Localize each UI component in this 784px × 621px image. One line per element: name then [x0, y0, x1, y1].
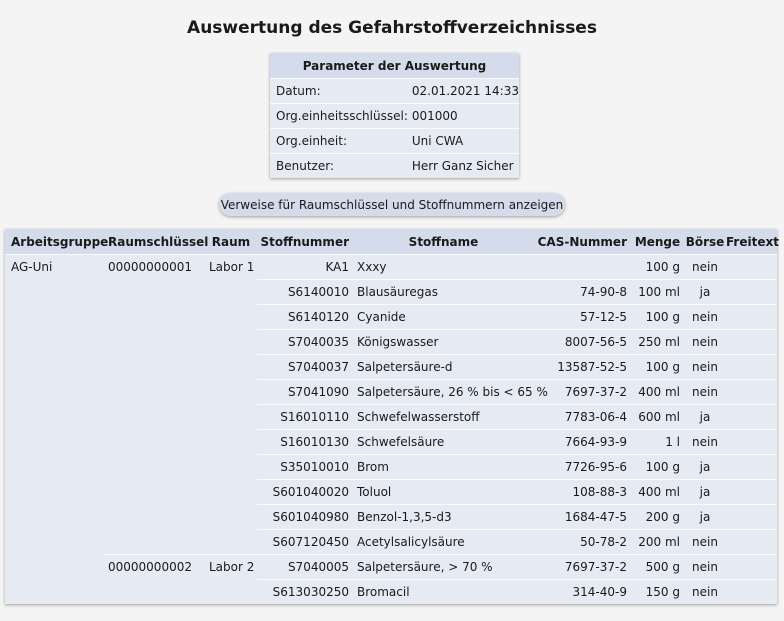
cell-cas-nummer: 13587-52-5	[534, 355, 631, 380]
table-row	[5, 280, 777, 305]
cell-raum	[205, 280, 257, 305]
table-row	[5, 480, 777, 505]
cell-stoffname: Benzol-1,3,5-d3	[353, 505, 534, 530]
cell-raum	[205, 530, 257, 555]
table-row	[5, 505, 777, 530]
cell-cas-nummer: 7697-37-2	[534, 555, 631, 580]
cell-stoffname: Acetylsalicylsäure	[353, 530, 534, 555]
table-row	[5, 530, 777, 555]
cell-arbeitsgruppe	[5, 505, 104, 530]
cell-menge: 500 g	[631, 555, 684, 580]
cell-cas-nummer: 8007-56-5	[534, 330, 631, 355]
cell-stoffnummer: S601040980	[257, 505, 353, 530]
cell-freitext	[726, 555, 777, 580]
show-references-button[interactable]: Verweise für Raumschlüssel und Stoffnummern anzeigen	[219, 193, 565, 216]
cell-stoffname: Salpetersäure-d	[353, 355, 534, 380]
cell-raum: Labor 1	[205, 255, 257, 280]
cell-raum	[205, 305, 257, 330]
cell-raum	[205, 580, 257, 605]
parameter-table	[270, 53, 519, 178]
cell-freitext	[726, 280, 777, 305]
cell-raum	[205, 505, 257, 530]
cell-raumschluessel: 00000000002	[104, 555, 205, 580]
cell-stoffname: Salpetersäure, > 70 %	[353, 555, 534, 580]
cell-boerse: ja	[684, 280, 726, 305]
cell-arbeitsgruppe	[5, 455, 104, 480]
cell-raumschluessel	[104, 455, 205, 480]
cell-stoffnummer: KA1	[257, 255, 353, 280]
cell-stoffnummer: S6140120	[257, 305, 353, 330]
cell-stoffnummer: S7040035	[257, 330, 353, 355]
header-raumschluessel: Raumschlüssel	[104, 229, 205, 255]
cell-menge: 100 g	[631, 255, 684, 280]
cell-stoffname: Brom	[353, 455, 534, 480]
cell-menge: 200 g	[631, 505, 684, 530]
header-raum: Raum	[205, 229, 257, 255]
table-row	[5, 355, 777, 380]
cell-stoffname: Cyanide	[353, 305, 534, 330]
cell-cas-nummer: 7783-06-4	[534, 405, 631, 430]
parameter-value: Herr Ganz Sicher	[408, 154, 519, 179]
cell-raum	[205, 355, 257, 380]
table-header-row	[5, 229, 777, 255]
cell-raumschluessel	[104, 480, 205, 505]
cell-stoffnummer: S607120450	[257, 530, 353, 555]
table-row	[5, 330, 777, 355]
cell-stoffnummer: S7041090	[257, 380, 353, 405]
cell-boerse: nein	[684, 555, 726, 580]
cell-cas-nummer: 50-78-2	[534, 530, 631, 555]
cell-cas-nummer: 7697-37-2	[534, 380, 631, 405]
cell-arbeitsgruppe: AG-Uni	[5, 255, 104, 280]
cell-menge: 1 l	[631, 430, 684, 455]
cell-arbeitsgruppe	[5, 555, 104, 580]
cell-raumschluessel	[104, 405, 205, 430]
cell-freitext	[726, 455, 777, 480]
cell-cas-nummer: 7726-95-6	[534, 455, 631, 480]
cell-raumschluessel: 00000000001	[104, 255, 205, 280]
cell-stoffname: Bromacil	[353, 580, 534, 605]
cell-stoffname: Toluol	[353, 480, 534, 505]
cell-raum	[205, 330, 257, 355]
table-row	[5, 430, 777, 455]
cell-cas-nummer: 57-12-5	[534, 305, 631, 330]
cell-raum	[205, 480, 257, 505]
cell-arbeitsgruppe	[5, 530, 104, 555]
table-row	[5, 305, 777, 330]
table-row	[5, 405, 777, 430]
parameter-row-org-einheit	[270, 129, 519, 154]
cell-stoffnummer: S35010010	[257, 455, 353, 480]
cell-boerse: ja	[684, 505, 726, 530]
table-row	[5, 455, 777, 480]
header-menge: Menge	[631, 229, 684, 255]
cell-boerse: nein	[684, 305, 726, 330]
cell-cas-nummer	[534, 255, 631, 280]
cell-boerse: ja	[684, 405, 726, 430]
cell-stoffname: Schwefelsäure	[353, 430, 534, 455]
cell-cas-nummer: 314-40-9	[534, 580, 631, 605]
cell-arbeitsgruppe	[5, 405, 104, 430]
cell-boerse: nein	[684, 355, 726, 380]
cell-menge: 100 ml	[631, 280, 684, 305]
cell-stoffname: Salpetersäure, 26 % bis < 65 %	[353, 380, 534, 405]
table-row	[5, 255, 777, 280]
cell-cas-nummer: 1684-47-5	[534, 505, 631, 530]
cell-menge: 200 ml	[631, 530, 684, 555]
cell-stoffnummer: S16010110	[257, 405, 353, 430]
cell-boerse: nein	[684, 580, 726, 605]
cell-stoffname: Blausäuregas	[353, 280, 534, 305]
cell-freitext	[726, 330, 777, 355]
cell-raumschluessel	[104, 380, 205, 405]
cell-arbeitsgruppe	[5, 280, 104, 305]
parameter-row-org-schluessel	[270, 104, 519, 129]
cell-freitext	[726, 480, 777, 505]
cell-menge: 400 ml	[631, 380, 684, 405]
cell-stoffnummer: S7040005	[257, 555, 353, 580]
cell-freitext	[726, 305, 777, 330]
cell-arbeitsgruppe	[5, 380, 104, 405]
cell-raumschluessel	[104, 355, 205, 380]
cell-raum	[205, 405, 257, 430]
cell-boerse: ja	[684, 480, 726, 505]
header-boerse: Börse	[684, 229, 726, 255]
cell-cas-nummer: 108-88-3	[534, 480, 631, 505]
parameter-label: Benutzer:	[270, 154, 408, 179]
cell-freitext	[726, 530, 777, 555]
parameter-row-datum	[270, 79, 519, 104]
cell-stoffnummer: S613030250	[257, 580, 353, 605]
cell-arbeitsgruppe	[5, 305, 104, 330]
cell-menge: 600 ml	[631, 405, 684, 430]
cell-arbeitsgruppe	[5, 480, 104, 505]
cell-raumschluessel	[104, 430, 205, 455]
parameter-value: 001000	[408, 104, 519, 129]
cell-cas-nummer: 7664-93-9	[534, 430, 631, 455]
cell-raum	[205, 455, 257, 480]
cell-arbeitsgruppe	[5, 430, 104, 455]
cell-menge: 250 ml	[631, 330, 684, 355]
cell-stoffnummer: S6140010	[257, 280, 353, 305]
cell-menge: 150 g	[631, 580, 684, 605]
table-row	[5, 580, 777, 605]
cell-freitext	[726, 430, 777, 455]
header-freitext: Freitext	[726, 229, 777, 255]
cell-stoffnummer: S601040020	[257, 480, 353, 505]
cell-raumschluessel	[104, 505, 205, 530]
cell-raumschluessel	[104, 580, 205, 605]
cell-stoffname: Königswasser	[353, 330, 534, 355]
cell-arbeitsgruppe	[5, 355, 104, 380]
cell-raumschluessel	[104, 530, 205, 555]
cell-stoffname: Xxxy	[353, 255, 534, 280]
cell-boerse: nein	[684, 430, 726, 455]
cell-menge: 400 ml	[631, 480, 684, 505]
cell-raumschluessel	[104, 280, 205, 305]
header-stoffnummer: Stoffnummer	[257, 229, 353, 255]
cell-raumschluessel	[104, 305, 205, 330]
cell-menge: 100 g	[631, 355, 684, 380]
table-row	[5, 380, 777, 405]
header-cas-nummer: CAS-Nummer	[534, 229, 631, 255]
cell-cas-nummer: 74-90-8	[534, 280, 631, 305]
cell-freitext	[726, 355, 777, 380]
parameter-label: Org.einheit:	[270, 129, 408, 154]
cell-freitext	[726, 580, 777, 605]
cell-raumschluessel	[104, 330, 205, 355]
parameter-row-benutzer	[270, 154, 519, 179]
cell-raum: Labor 2	[205, 555, 257, 580]
cell-arbeitsgruppe	[5, 580, 104, 605]
cell-boerse: nein	[684, 380, 726, 405]
header-arbeitsgruppe: Arbeitsgruppe	[5, 229, 104, 255]
table-row	[5, 555, 777, 580]
table-body	[5, 255, 777, 605]
cell-freitext	[726, 380, 777, 405]
cell-boerse: nein	[684, 255, 726, 280]
cell-menge: 100 g	[631, 455, 684, 480]
cell-boerse: ja	[684, 455, 726, 480]
parameter-value: 02.01.2021 14:33	[408, 79, 519, 104]
cell-boerse: nein	[684, 330, 726, 355]
hazardous-substances-table	[5, 229, 777, 604]
cell-freitext	[726, 255, 777, 280]
cell-arbeitsgruppe	[5, 330, 104, 355]
cell-freitext	[726, 505, 777, 530]
cell-raum	[205, 380, 257, 405]
parameter-label: Org.einheitsschlüssel:	[270, 104, 408, 129]
cell-stoffnummer: S16010130	[257, 430, 353, 455]
header-stoffname: Stoffname	[353, 229, 534, 255]
cell-freitext	[726, 405, 777, 430]
cell-menge: 100 g	[631, 305, 684, 330]
page-title: Auswertung des Gefahrstoffverzeichnisses	[187, 18, 597, 38]
parameter-value: Uni CWA	[408, 129, 519, 154]
cell-boerse: nein	[684, 530, 726, 555]
parameter-label: Datum:	[270, 79, 408, 104]
cell-stoffnummer: S7040037	[257, 355, 353, 380]
cell-raum	[205, 430, 257, 455]
cell-stoffname: Schwefelwasserstoff	[353, 405, 534, 430]
parameter-heading: Parameter der Auswertung	[270, 53, 519, 79]
